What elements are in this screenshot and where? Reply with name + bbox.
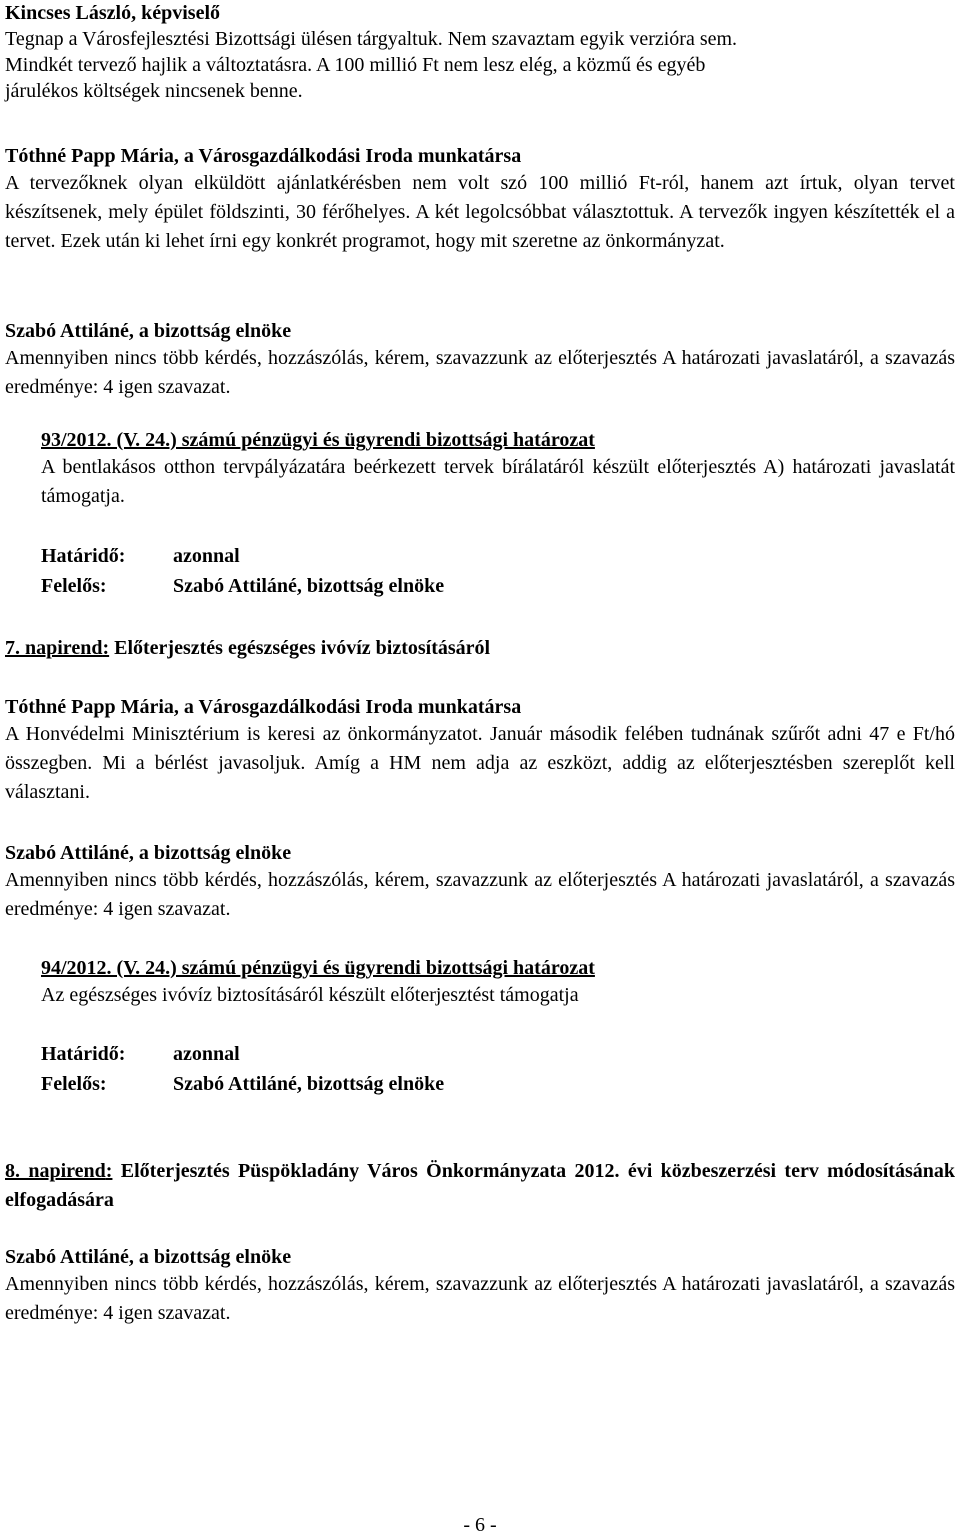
- deadline-value: azonnal: [173, 545, 240, 567]
- speech-block: [5, 1244, 955, 1328]
- agenda-item-heading: [5, 635, 490, 661]
- agenda-title: Előterjesztés Püspökladány Város Önkormányzata 2012. évi közbeszerzési terv módosításának elfogadására: [5, 1160, 955, 1211]
- resolution-title: 93/2012. (V. 24.) számú pénzügyi és ügyrendi bizottsági határozat: [41, 429, 595, 451]
- speaker-name: Tóthné Papp Mária, a Városgazdálkodási Iroda munkatársa: [5, 696, 522, 718]
- speech-text: Amennyiben nincs több kérdés, hozzászólás, kérem, szavazzunk az előterjesztés A határozati javaslatáról, a szavazás eredménye: 4 igen szavazat.: [5, 869, 955, 920]
- agenda-title: Előterjesztés egészséges ivóvíz biztosításáról: [109, 637, 491, 659]
- resolution-text: A bentlakásos otthon tervpályázatára beérkezett tervek bírálatáról készült előterjesztés A) határozati javaslatát támogatja.: [41, 456, 955, 507]
- deadline-row: [41, 541, 955, 571]
- responsible-value: Szabó Attiláné, bizottság elnöke: [173, 1073, 445, 1095]
- speech-text: Amennyiben nincs több kérdés, hozzászólás, kérem, szavazzunk az előterjesztés A határozati javaslatáról, a szavazás eredménye: 4 igen szavazat.: [5, 1273, 955, 1324]
- speech-block: [5, 143, 955, 256]
- deadline-value: azonnal: [173, 1043, 240, 1065]
- responsible-row: [41, 571, 955, 601]
- speaker-name: Szabó Attiláné, a bizottság elnöke: [5, 842, 292, 864]
- speech-text: A tervezőknek olyan elküldött ajánlatkérésben nem volt szó 100 millió Ft-ról, hanem azt írtuk, olyan tervet készítsenek, mely épület földszinti, 30 férőhelyes. A két legolcsóbbat választottuk. A tervezők ingyen készítették el a tervet. Ezek után ki lehet írni egy konkrét programot, hogy mit szeretne az önkormányzat.: [5, 172, 955, 252]
- responsible-value: Szabó Attiláné, bizottság elnöke: [173, 575, 445, 597]
- speaker-name: Szabó Attiláné, a bizottság elnöke: [5, 1246, 292, 1268]
- resolution-block: [5, 427, 955, 601]
- agenda-item-heading: [5, 1157, 955, 1215]
- agenda-separator: :: [102, 637, 110, 659]
- speech-line: járulékos költségek nincsenek benne.: [5, 80, 303, 102]
- speaker-name: Szabó Attiláné, a bizottság elnöke: [5, 320, 292, 342]
- resolution-block: [5, 955, 955, 1099]
- speech-line: Tegnap a Városfejlesztési Bizottsági ülésen tárgyaltuk. Nem szavaztam egyik verzióra sem.: [5, 28, 738, 50]
- deadline-row: [41, 1039, 955, 1069]
- deadline-label: Határidő:: [41, 1043, 126, 1065]
- page-number: - 6 -: [463, 1514, 497, 1536]
- speech-block: [5, 0, 955, 104]
- agenda-number: 8. napirend: [5, 1160, 106, 1182]
- speech-block: [5, 318, 955, 402]
- speech-line: Mindkét tervező hajlik a változtatásra. A 100 millió Ft nem lesz elég, a közmű és egyéb: [5, 54, 706, 76]
- speaker-name: Kincses László, képviselő: [5, 2, 221, 24]
- speech-block: [5, 840, 955, 924]
- responsible-label: Felelős:: [41, 1073, 107, 1095]
- deadline-label: Határidő:: [41, 545, 126, 567]
- resolution-text: Az egészséges ivóvíz biztosításáról készült előterjesztést támogatja: [41, 984, 579, 1006]
- agenda-separator: :: [105, 1160, 113, 1182]
- responsible-label: Felelős:: [41, 575, 107, 597]
- speech-block: [5, 694, 955, 807]
- agenda-number: 7. napirend: [5, 637, 103, 659]
- speech-text: Amennyiben nincs több kérdés, hozzászólás, kérem, szavazzunk az előterjesztés A határozati javaslatáról, a szavazás eredménye: 4 igen szavazat.: [5, 347, 955, 398]
- responsible-row: [41, 1069, 955, 1099]
- speech-text: A Honvédelmi Minisztérium is keresi az önkormányzatot. Január második felében tudnának szűrőt adni 47 e Ft/hó összegben. Mi a bérlést javasoljuk. Amíg a HM nem adja az eszközt, addig az előterjesztésben szereplőt kell választani.: [5, 723, 955, 803]
- speaker-name: Tóthné Papp Mária, a Városgazdálkodási Iroda munkatársa: [5, 145, 522, 167]
- resolution-title: 94/2012. (V. 24.) számú pénzügyi és ügyrendi bizottsági határozat: [41, 957, 595, 979]
